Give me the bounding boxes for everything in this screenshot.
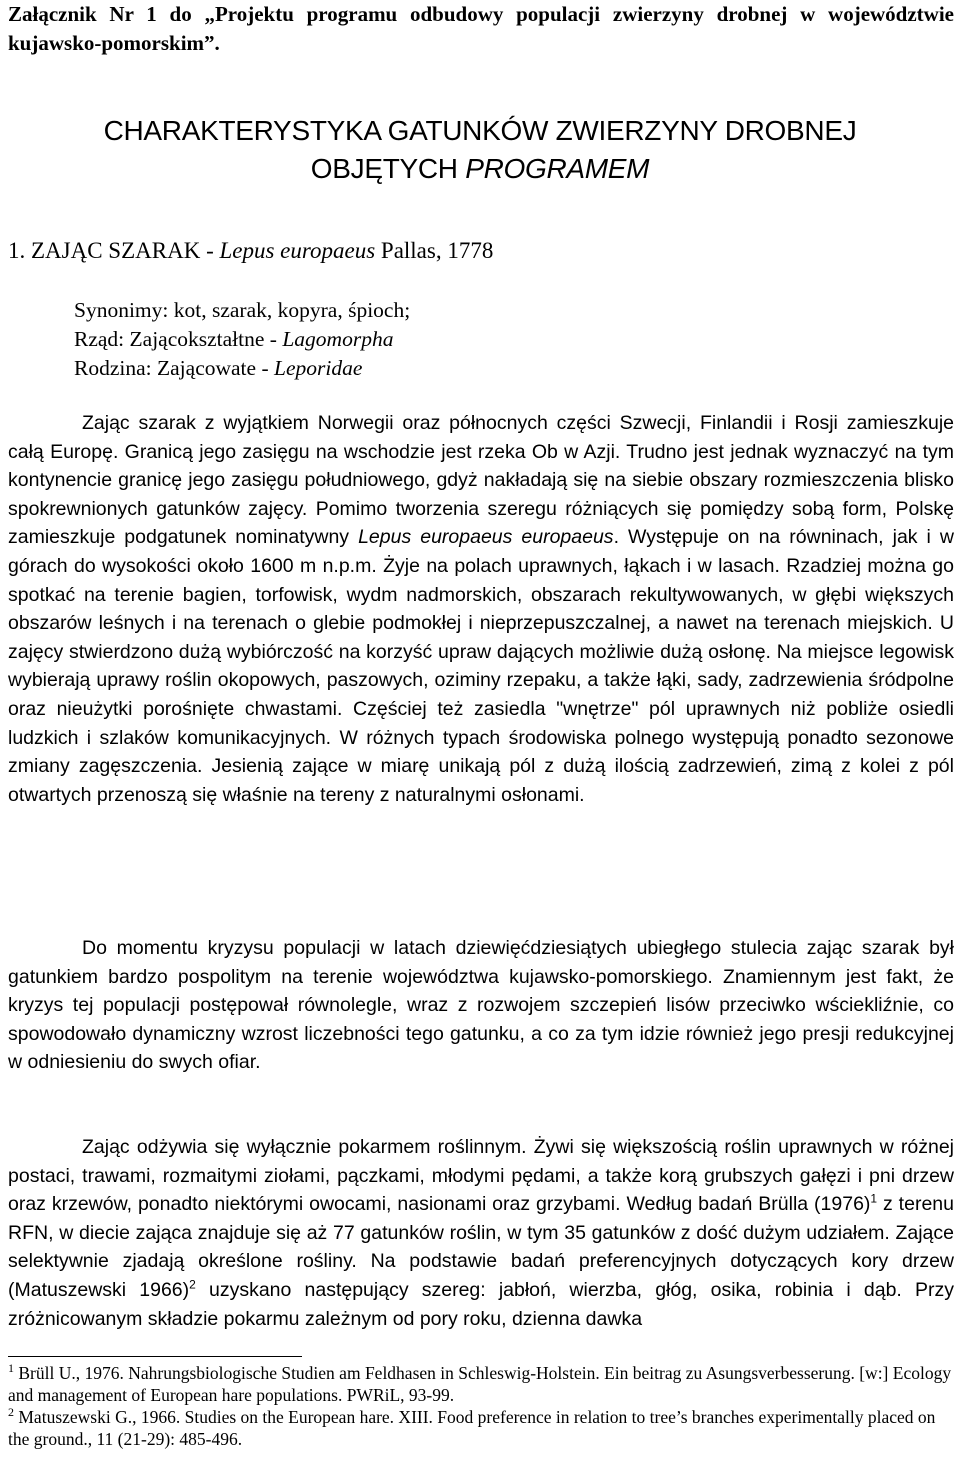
paragraph1-part-a: Zając szarak z wyjątkiem Norwegii oraz północnych części Szwecji, Finlandii i Rosji zamieszkuje całą Europę. Granicą jego zasięgu na wschodzie jest rzeka Ob w Azji. Trudno jest jednak wyznaczyć na tym kontynencie granicę jego zasięgu południowego, gdyż nakładają się na siebie obszary rozmieszczenia blisko spokrewnionych gatunków zajęcy. Pomimo tworzenia szeregu różniących się pomiędzy sobą form, Polskę zamieszkuje podgatunek nominatywny (8, 412, 954, 549)
main-title-line2 (0, 150, 960, 188)
main-title-line2-italic: PROGRAMEM (465, 153, 650, 184)
footnote-1 (8, 1362, 954, 1406)
species-author: Pallas, 1778 (375, 238, 494, 263)
species-heading (8, 236, 493, 266)
footnote-1-text: Brüll U., 1976. Nahrungsbiologische Studien am Feldhasen in Schleswig-Holstein. Ein beitrag zu Asungsverbesserung. [w:] Ecology and management of European hare populations. PWRiL, 93-99. (8, 1363, 952, 1405)
taxonomy-block (74, 296, 410, 383)
footnote-2 (8, 1406, 954, 1450)
paragraph-population (8, 934, 954, 1077)
footnote-2-text: Matuszewski G., 1966. Studies on the European hare. XIII. Food preference in relation to tree’s branches experimentally placed on the ground., 11 (21-29): 485-496. (8, 1407, 936, 1449)
footnote-2-number: 2 (8, 1405, 14, 1420)
footnote-separator (8, 1356, 302, 1357)
order-label: Rząd: Zającokształtne - (74, 327, 283, 351)
paragraph2-text: Do momentu kryzysu populacji w latach dziewięćdziesiątych ubiegłego stulecia zając szarak był gatunkiem bardzo pospolitym na terenie województwa kujawsko-pomorskiego. Znamiennym jest fakt, że kryzys tej populacji postępował równolegle, wraz z rozwojem szczepień lisów przeciwko wściekliźnie, co spowodowało dynamiczny wzrost liczebności tego gatunku, a co za tym idzie również jego presji redukcyjnej w odniesieniu do swych ofiar. (8, 937, 954, 1074)
paragraph3-part-a: Zając odżywia się wyłącznie pokarmem roślinnym. Żywi się większością roślin uprawnych w różnej postaci, trawami, rozmaitymi ziołami, pączkami, młodymi pędami, a także korą grubszych gałęzi i pni drzew oraz krzewów, ponadto niektórymi owocami, nasionami oraz grzybami. Według badań Brülla (1976) (8, 1136, 954, 1216)
footnotes (8, 1362, 954, 1450)
family-latin: Leporidae (273, 356, 363, 380)
species-latin: Lepus europaeus (219, 238, 376, 263)
paragraph-diet (8, 1133, 954, 1333)
main-title-line1: CHARAKTERYSTYKA GATUNKÓW ZWIERZYNY DROBNEJ (103, 115, 857, 146)
paragraph3-part-c: uzyskano następujący szereg: jabłoń, wierzba, głóg, osika, robinia i dąb. Przy zróżnicowanym składzie pokarmu zależnym od pory roku, dzienna dawka (8, 1278, 954, 1330)
main-title (0, 112, 960, 188)
main-title-line2-plain: OBJĘTYCH (310, 153, 466, 184)
species-name: 1. ZAJĄC SZARAK - (8, 238, 220, 263)
footnote-ref-2[interactable]: 2 (189, 1277, 196, 1292)
paragraph3-part-b: z terenu RFN, w diecie zająca znajduje się aż 77 gatunków roślin, w tym 35 gatunków z dość dużym udziałem. Zające selektywnie zjadają określone rośliny. Na podstawie badań preferencyjnych dotyczących kory drzew (Matuszewski 1966) (8, 1193, 954, 1301)
order-latin: Lagomorpha (282, 327, 394, 351)
annex-title: Załącznik Nr 1 do „Projektu programu odbudowy populacji zwierzyny drobnej w województwie kujawsko-pomorskim”. (8, 2, 954, 55)
paragraph1-part-b: . Występuje on na równinach, jak i w górach do wysokości około 1600 m n.p.m. Żyje na polach uprawnych, łąkach i w lasach. Rzadziej można go spotkać na terenie bagien, torfowisk, wydm nadmorskich, obszarach rekultywowanych, w głębi większych obszarów leśnych i na terenach o glebie podmokłej i nieprzepuszczalnej, a nawet na terenach miejskich. U zajęcy stwierdzono dużą wybiórczość na korzyść upraw dających możliwie dużą osłonę. Na miejsce legowisk wybierają uprawy roślin okopowych, paszowych, oziminy rzepaku, a także łąki, sady, zadrzewienia śródpolne oraz nieużytki porośnięte chwastami. Częściej też zasiedla "wnętrze" pól uprawnych niż pobliże osiedli ludzkich i szlaków komunikacyjnych. W różnych typach środowiska polnego występują ponadto sezonowe zmiany zagęszczenia. Jesienią zające w miarę unikają pól z dużą ilością zadrzewień, zimą z kolei z pól otwartych przenoszą się właśnie na tereny z naturalnymi osłonami. (8, 526, 954, 806)
paragraph-distribution (8, 409, 954, 809)
paragraph1-latin: Lepus europaeus europaeus (358, 526, 614, 549)
footnote-1-number: 1 (8, 1361, 14, 1376)
order-line (74, 325, 410, 354)
family-line (74, 354, 410, 383)
family-label: Rodzina: Zającowate - (74, 356, 274, 380)
synonyms-line: Synonimy: kot, szarak, kopyra, śpioch; (74, 298, 411, 322)
footnote-ref-1[interactable]: 1 (870, 1191, 878, 1206)
